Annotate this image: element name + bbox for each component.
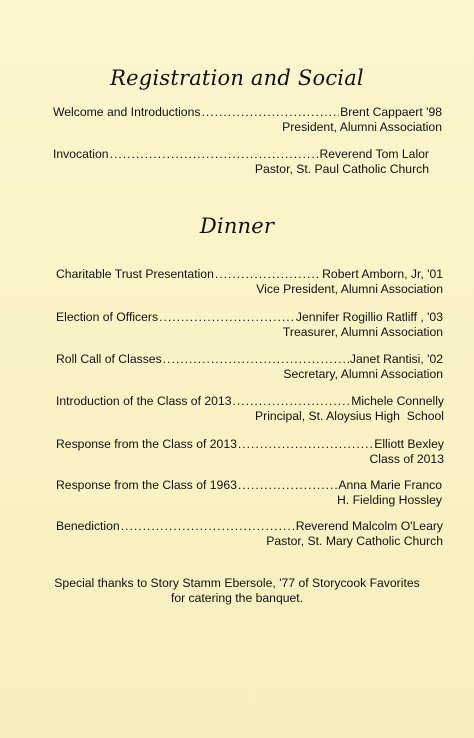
dot-leader	[201, 105, 339, 120]
entry-person: Jennifer Rogillio Ratliff , '03	[295, 310, 443, 324]
entry-label: Response from the Class of 1963	[56, 478, 237, 492]
entry-role: Vice President, Alumni Association	[256, 282, 443, 296]
program-entry-election	[56, 310, 443, 340]
dot-leader	[163, 352, 349, 367]
program-entry-roll-call	[56, 352, 443, 382]
entry-label: Benediction	[56, 519, 120, 533]
program-entry-welcome	[53, 105, 442, 135]
section-title-dinner: Dinner	[199, 214, 275, 238]
entry-label: Roll Call of Classes	[56, 352, 162, 366]
dot-leader	[215, 267, 321, 282]
dot-leader	[110, 147, 319, 162]
section-title-registration: Registration and Social	[110, 66, 364, 90]
dot-leader	[121, 519, 295, 534]
entry-label: Introduction of the Class of 2013	[56, 394, 232, 408]
program-entry-charitable-trust	[56, 267, 443, 297]
program-entry-response-1963	[56, 478, 442, 508]
entry-person: Janet Rantisi, '02	[349, 352, 443, 366]
entry-label: Welcome and Introductions	[53, 105, 201, 119]
entry-role: Class of 2013	[369, 452, 444, 466]
entry-person: Reverend Malcolm O'Leary	[295, 519, 443, 533]
program-entry-invocation	[53, 147, 429, 177]
entry-person: Robert Amborn, Jr, '01	[322, 267, 443, 281]
entry-label: Response from the Class of 2013	[56, 437, 237, 451]
entry-person: Anna Marie Franco	[338, 478, 442, 492]
entry-label: Invocation	[53, 147, 109, 161]
entry-role: H. Fielding Hossley	[337, 493, 442, 507]
thanks-line-2: for catering the banquet.	[170, 591, 304, 605]
entry-person: Reverend Tom Lalor	[319, 147, 429, 161]
dot-leader	[238, 437, 373, 452]
program-entry-intro-2013	[56, 394, 444, 424]
thanks-line-1: Special thanks to Story Stamm Ebersole, '77 of Storycook Favorites	[54, 576, 420, 590]
entry-role: Secretary, Alumni Association	[283, 367, 443, 381]
entry-person: Elliott Bexley	[374, 437, 444, 451]
entry-role: President, Alumni Association	[282, 120, 442, 134]
special-thanks	[0, 576, 474, 606]
entry-label: Charitable Trust Presentation	[56, 267, 214, 281]
dot-leader	[232, 394, 350, 409]
entry-role: Principal, St. Aloysius High School	[255, 409, 444, 423]
entry-role: Pastor, St. Mary Catholic Church	[266, 534, 443, 548]
entry-role: Pastor, St. Paul Catholic Church	[254, 162, 429, 176]
entry-person: Michele Connelly	[351, 394, 444, 408]
entry-label: Election of Officers	[56, 310, 159, 324]
dot-leader	[159, 310, 295, 325]
program-entry-benediction	[56, 519, 443, 549]
entry-person: Brent Cappaert '98	[340, 105, 442, 119]
dot-leader	[238, 478, 337, 493]
program-entry-response-2013	[56, 437, 444, 467]
entry-role: Treasurer, Alumni Association	[282, 325, 443, 339]
